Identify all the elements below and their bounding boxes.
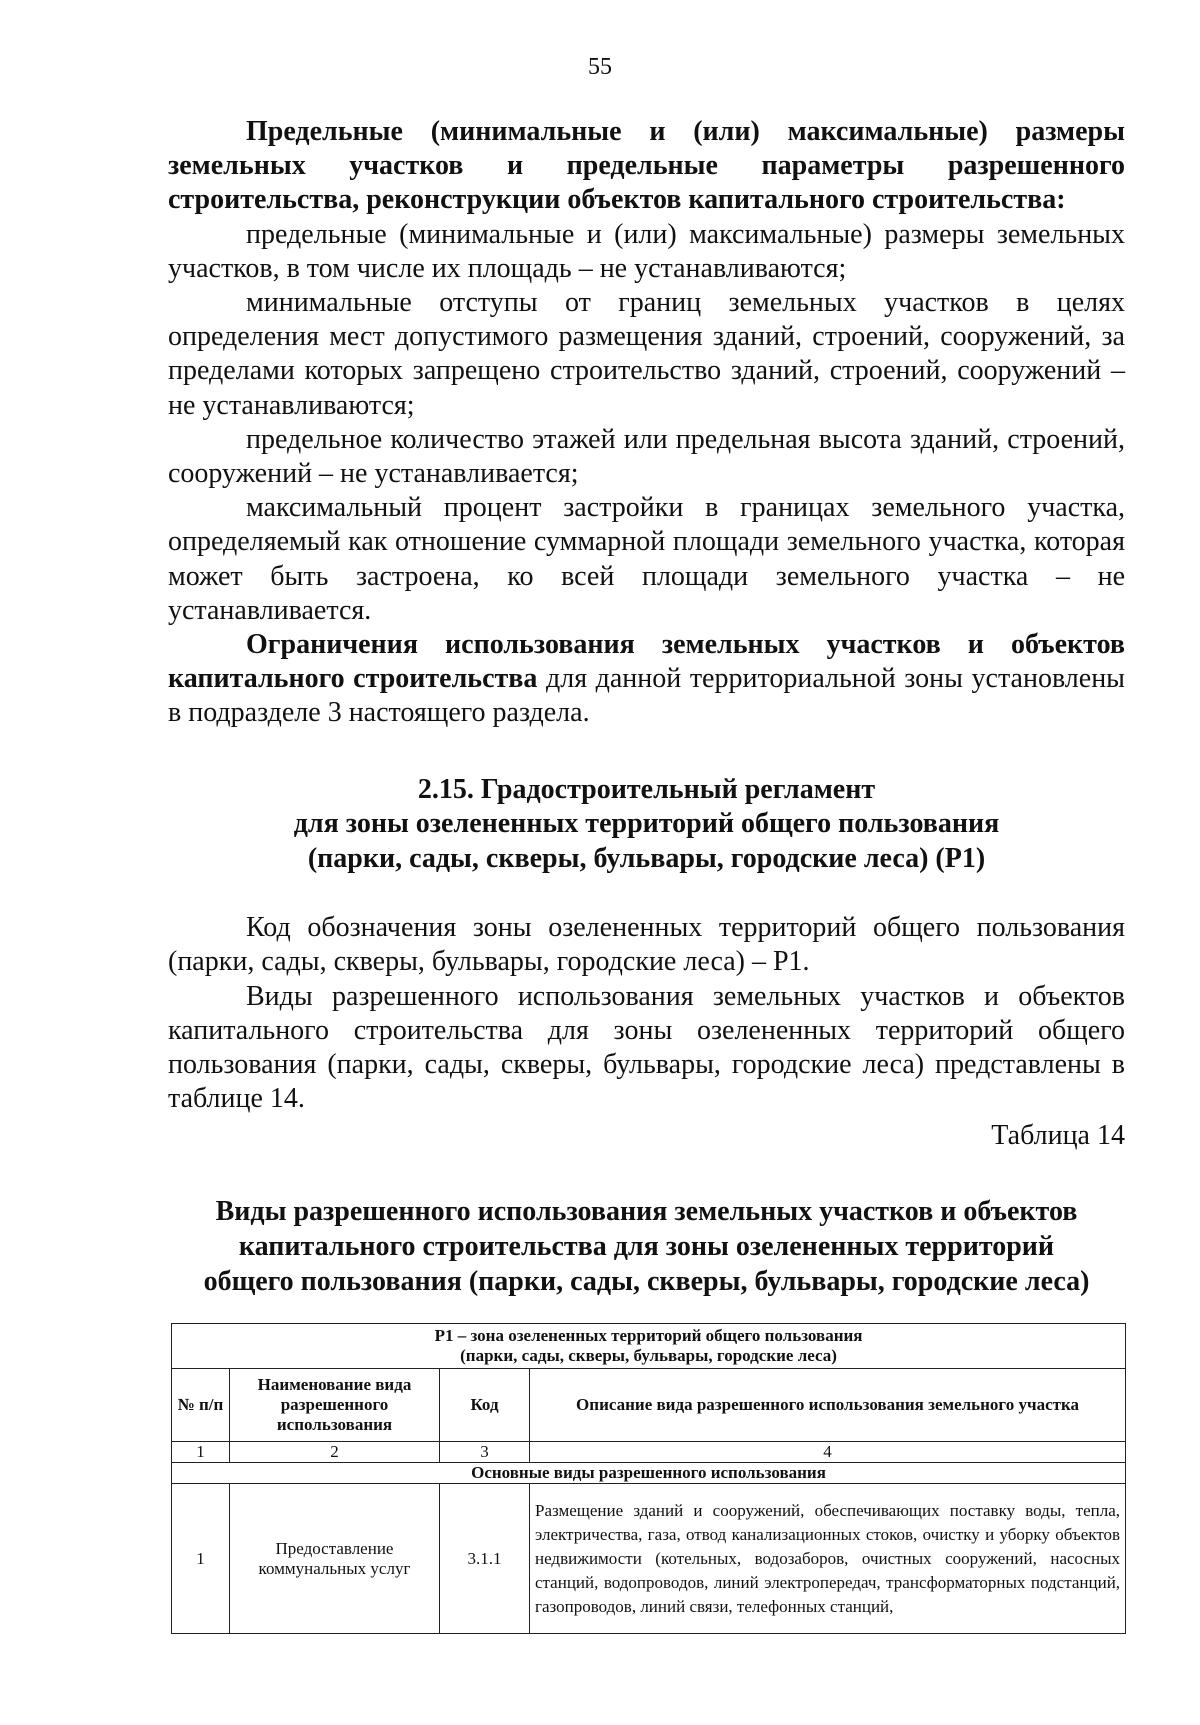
- column-number: 1: [172, 1442, 230, 1463]
- restrictions-bold-text: Ограничения использования земельных участков и объектов капитального строительства: [168, 629, 1125, 695]
- row-name: Предоставление коммунальных услуг: [230, 1484, 440, 1634]
- intro-paragraph: минимальные отступы от границ земельных участков в целях определения мест допустимого размещения зданий, строений, сооружений, за пределами которых запрещено строительство зданий, строений, сооружений – не устанавливаются;: [168, 287, 1125, 421]
- permitted-use-table: [171, 1323, 1126, 1634]
- table-zone-title: [172, 1324, 1126, 1369]
- header-name: Наименование вида разрешенного использования: [230, 1369, 440, 1442]
- table-title-line: Виды разрешенного использования земельных участков и объектов: [215, 1195, 1078, 1227]
- table-title: [168, 1194, 1125, 1299]
- page-number: 55: [588, 54, 612, 80]
- table-label: Таблица 14: [991, 1120, 1125, 1152]
- table-zone-title-row: [172, 1324, 1126, 1369]
- column-number: 2: [230, 1442, 440, 1463]
- intro-paragraph: максимальный процент застройки в границах земельного участка, определяемый как отношение суммарной площади земельного участка, которая может быть застроена, ко всей площади земельного участка – не устанавливается.: [168, 492, 1125, 626]
- column-number: 3: [440, 1442, 530, 1463]
- intro-paragraph: предельное количество этажей или предельная высота зданий, строений, сооружений – не устанавливается;: [168, 423, 1125, 490]
- intro-paragraph: предельные (минимальные и (или) максимальные) размеры земельных участков, в том числе их площадь – не устанавливаются;: [168, 218, 1125, 284]
- zone-title-line: (парки, сады, скверы, бульвары, городские леса): [460, 1346, 837, 1365]
- header-desc: Описание вида разрешенного использования земельного участка: [530, 1369, 1126, 1442]
- restrictions-text: для данной территориальной зоны установлены в подразделе 3 настоящего раздела.: [168, 663, 1125, 729]
- group-title: Основные виды разрешенного использования: [172, 1463, 1126, 1484]
- row-desc: Размещение зданий и сооружений, обеспечивающих поставку воды, тепла, электричества, газа, отвод канализационных стоков, очистку и уборку объектов недвижимости (котельных, водозаборов, очистных сооружений, насосных станций, водопроводов, линий электропередач, трансформаторных подстанций, газопроводов, линий связи, телефонных станций,: [530, 1484, 1126, 1634]
- table-row: [172, 1484, 1126, 1634]
- header-num: № п/п: [172, 1369, 230, 1442]
- row-num: 1: [172, 1484, 230, 1634]
- section-title-line: (парки, сады, скверы, бульвары, городские леса) (Р1): [307, 842, 986, 874]
- table-header-row: [172, 1369, 1126, 1442]
- section-title: [168, 773, 1125, 877]
- zone-title-line: Р1 – зона озелененных территорий общего пользования: [434, 1326, 863, 1345]
- section-title-line: для зоны озелененных территорий общего пользования: [293, 808, 1000, 840]
- section-paragraph: Код обозначения зоны озелененных территорий общего пользования (парки, сады, скверы, бульвары, городские леса) – Р1.: [168, 912, 1125, 978]
- column-number-row: [172, 1442, 1126, 1463]
- table-title-line: общего пользования (парки, сады, скверы, бульвары, городские леса): [203, 1265, 1090, 1297]
- group-row: [172, 1463, 1126, 1484]
- intro-heading-paragraph: Предельные (минимальные и (или) максимальные) размеры земельных участков и предельные параметры разрешенного строительства, реконструкции объектов капитального строительства:: [168, 116, 1125, 216]
- section-title-line: 2.15. Градостроительный регламент: [417, 773, 876, 805]
- header-code: Код: [440, 1369, 530, 1442]
- section-paragraph: Виды разрешенного использования земельных участков и объектов капитального строительства для зоны озелененных территорий общего пользования (парки, сады, скверы, бульвары, городские леса) представлены в таблице 14.: [168, 980, 1125, 1115]
- restrictions-paragraph: [168, 628, 1125, 731]
- column-number: 4: [530, 1442, 1126, 1463]
- table-title-line: капитального строительства для зоны озелененных территорий: [238, 1230, 1055, 1262]
- row-code: 3.1.1: [440, 1484, 530, 1634]
- document-body: [168, 115, 1125, 1299]
